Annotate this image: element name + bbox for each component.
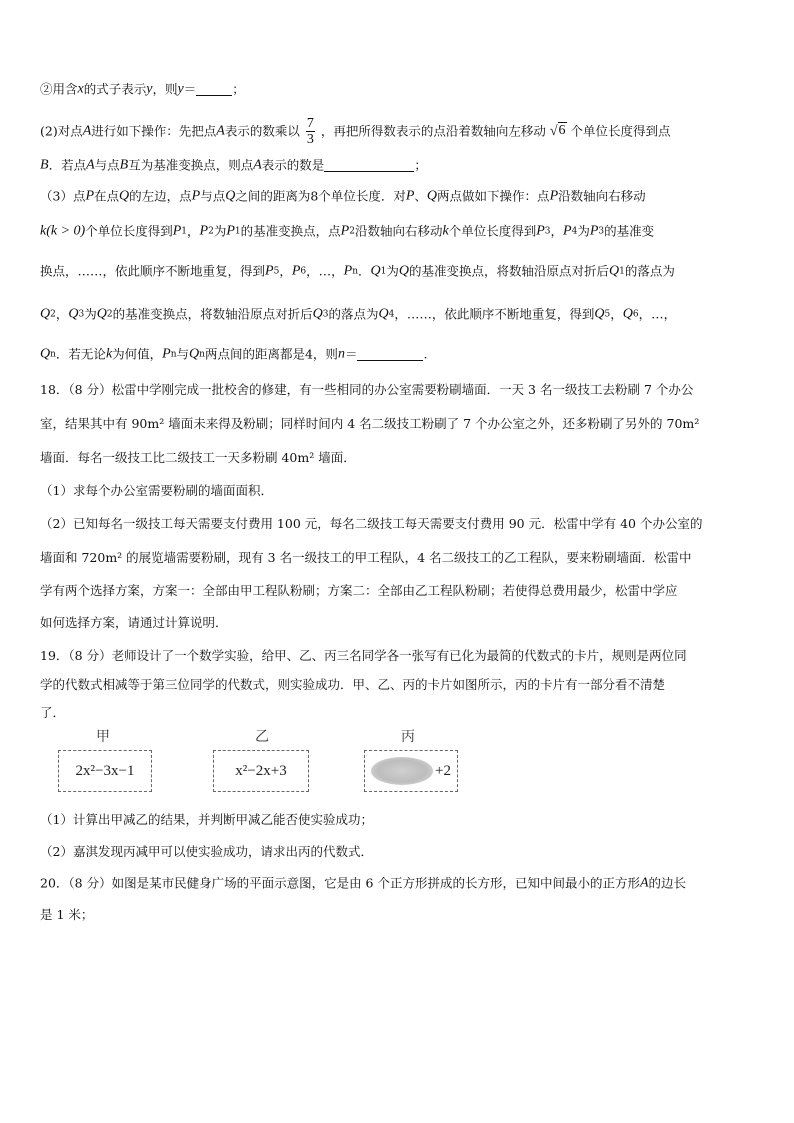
p20-line-1: 20．（8 分）如图是某市民健身广场的平面示意图，它是由 6 个正方形拼成的长方形，已知中间最小的正方形A的边长 xyxy=(40,875,687,891)
card-bing xyxy=(364,750,458,792)
p18-line-1: 18．（8 分）松雷中学刚完成一批校舍的修建，有一些相同的办公室需要粉刷墙面．一天 3 名一级技工去粉刷 7 个办公 xyxy=(40,382,694,397)
p17-line-5: k(k > 0)个单位长度得到P1，P2为P1的基准变换点，点P2沿数轴向右移动k个单位长度得到P3，P4为P3的基准变 xyxy=(40,223,655,239)
p18-question-2-line-4: 如何选择方案，请通过计算说明． xyxy=(40,615,228,630)
p17-line-6: 换点，……，依此顺序不断地重复，得到P5，P6，…，Pn．Q1为Q的基准变换点，将数轴沿原点对折后Q1的落点为 xyxy=(40,263,675,279)
p19-question-1: （1）计算出甲减乙的结果，并判断甲减乙能否使实验成功； xyxy=(40,812,373,827)
sqrt-6: √6 xyxy=(549,123,566,139)
p18-question-2-line-1: （2）已知每名一级技工每天需要支付费用 100 元，每名二级技工每天需要支付费用 90 元．松雷中学有 40 个办公室的 xyxy=(40,516,703,531)
card-jia xyxy=(58,750,152,792)
answer-blank[interactable] xyxy=(357,348,423,361)
p18-line-2: 室，结果其中有 90m² 墙面未来得及粉刷；同样时间内 4 名二级技工粉刷了 7 个办公室之外，还多粉刷了另外的 70m² xyxy=(40,416,700,431)
card-yi xyxy=(213,750,309,792)
p17-line-4: （3）点P在点Q的左边，点P与点Q之间的距离为8个单位长度．对P、Q两点做如下操作：点P沿数轴向右移动 xyxy=(40,188,646,204)
p17-line-8: Qn．若无论k为何值，Pn与Qn两点间的距离都是4，则n＝ . xyxy=(40,346,428,362)
p17-line-1: ②用含x的式子表示y，则y＝ ； xyxy=(40,81,245,97)
p19-question-2: （2）嘉淇发现丙减甲可以使实验成功，请求出丙的代数式． xyxy=(40,844,373,859)
p17-line-7: Q2，Q3为Q2的基准变换点，将数轴沿原点对折后Q3的落点为Q4，……，依此顺序不断地重复，得到Q5，Q6，…， xyxy=(40,306,677,322)
p19-line-3: 了． xyxy=(40,705,66,720)
card-yi-expression: x²−2x+3 xyxy=(235,762,287,779)
p18-question-2-line-3: 学有两个选择方案，方案一：全部由甲工程队粉刷；方案二：全部由乙工程队粉刷；若使得总费用最少，松雷中学应 xyxy=(40,583,678,598)
card-title-bing: 丙 xyxy=(401,729,415,745)
p18-question-2-line-2: 墙面和 720m² 的展览墙需要粉刷，现有 3 名一级技工的甲工程队，4 名二级技工的乙工程队，要来粉刷墙面．松雷中 xyxy=(40,550,692,565)
p18-line-3: 墙面．每名一级技工比二级技工一天多粉刷 40m² 墙面． xyxy=(40,450,356,465)
card-jia-expression: 2x²−3x−1 xyxy=(75,762,135,779)
p20-line-2: 是 1 米； xyxy=(40,907,94,922)
p19-line-2: 学的代数式相减等于第三位同学的代数式，则实验成功．甲、乙、丙的卡片如图所示，丙的卡片有一部分看不清楚 xyxy=(40,677,666,692)
p17-line-3: B．若点A与点B互为基准变换点，则点A表示的数是 ； xyxy=(40,157,427,173)
p19-line-1: 19．（8 分）老师设计了一个数学实验，给甲、乙、丙三名同学各一张写有已化为最简的代数式的卡片，规则是两位同 xyxy=(40,648,687,663)
card-bing-expression: +2 xyxy=(435,762,451,779)
fraction-7-3: $\frac{7}{3}$ xyxy=(306,116,314,147)
card-title-jia: 甲 xyxy=(96,729,110,745)
p17-line-2: (2)对点A进行如下操作：先把点A表示的数乘以 $\frac{7}{3}$ ，再把所得数表示的点沿着数轴向左移动 √6 个单位长度得到点 xyxy=(40,116,671,147)
p18-question-1: （1）求每个办公室需要粉刷的墙面面积． xyxy=(40,483,273,498)
answer-blank[interactable] xyxy=(196,83,232,96)
answer-blank[interactable] xyxy=(324,159,414,172)
card-title-yi: 乙 xyxy=(255,729,269,745)
blurred-region-icon xyxy=(371,757,433,785)
